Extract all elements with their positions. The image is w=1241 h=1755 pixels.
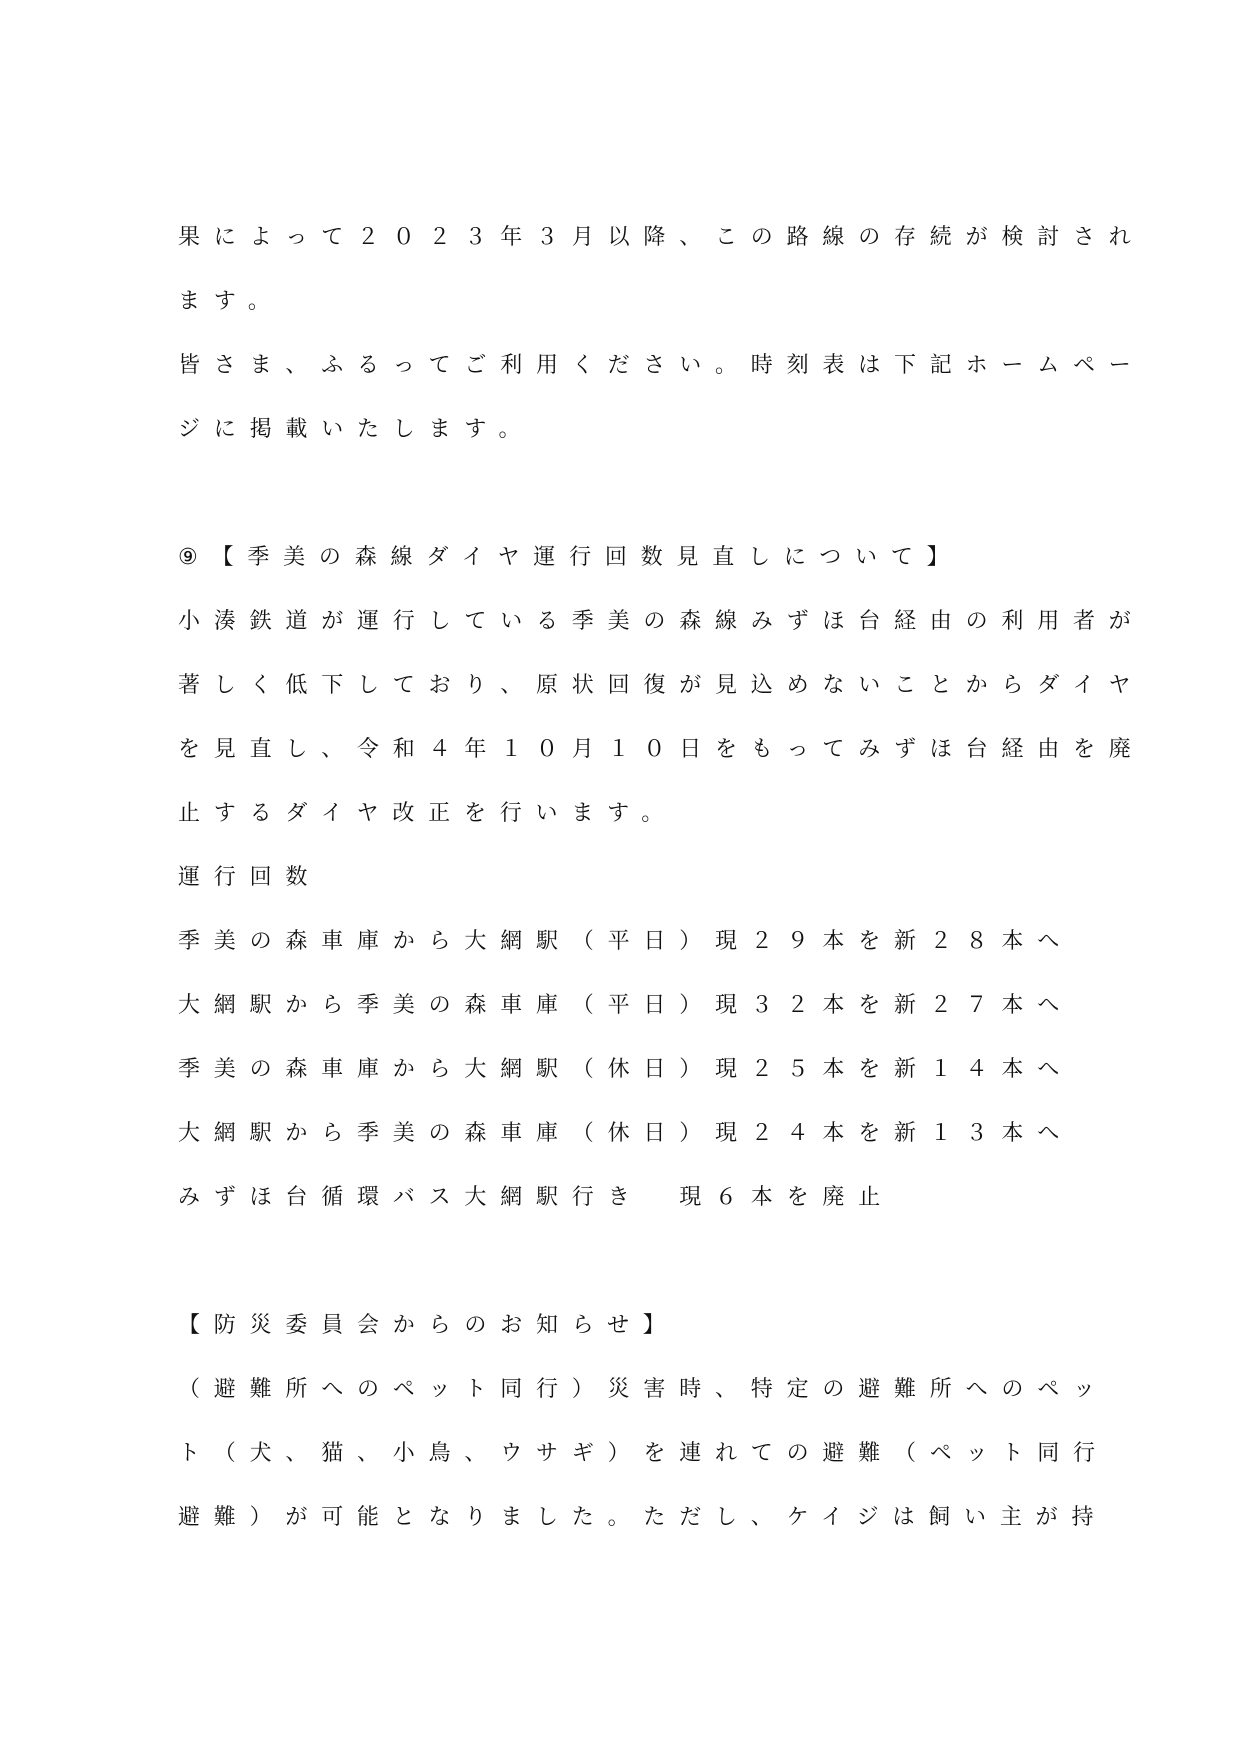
paragraph-line-7: を見直し、令和４年１０月１０日をもってみずほ台経由を廃 <box>178 737 1145 762</box>
paragraph-line-4: ジに掲載いたします。 <box>178 417 535 442</box>
paragraph-line-3: 皆さま、ふるってご利用ください。時刻表は下記ホームペー <box>178 353 1145 378</box>
paragraph-line-2: ます。 <box>178 289 284 314</box>
paragraph-line-8: 止するダイヤ改正を行います。 <box>178 801 678 826</box>
paragraph-line-6: 著しく低下しており、原状回復が見込めないことからダイヤ <box>178 673 1145 698</box>
service-item-4: 大網駅から季美の森車庫（休日）現２４本を新１３本へ <box>178 1121 1074 1146</box>
paragraph-line-11: 避難）が可能となりました。ただし、ケイジは飼い主が持 <box>178 1505 1108 1530</box>
paragraph-line-5: 小湊鉄道が運行している季美の森線みずほ台経由の利用者が <box>178 609 1145 634</box>
paragraph-line-1: 果によって２０２３年３月以降、この路線の存続が検討され <box>178 225 1145 250</box>
service-item-3: 季美の森車庫から大網駅（休日）現２５本を新１４本へ <box>178 1057 1074 1082</box>
paragraph-line-9: （避難所へのペット同行）災害時、特定の避難所へのペッ <box>178 1377 1109 1402</box>
service-item-1: 季美の森車庫から大網駅（平日）現２９本を新２８本へ <box>178 929 1074 954</box>
section-heading-diagram: ⑨【季美の森線ダイヤ運行回数見直しについて】 <box>178 545 963 570</box>
paragraph-line-10: ト（犬、猫、小鳥、ウサギ）を連れての避難（ペット同行 <box>178 1441 1109 1466</box>
subheading-service-count: 運行回数 <box>178 865 322 890</box>
section-heading-disaster: 【防災委員会からのお知らせ】 <box>178 1313 679 1338</box>
service-item-2: 大網駅から季美の森車庫（平日）現３２本を新２７本へ <box>178 993 1074 1018</box>
service-item-5: みずほ台循環バス大網駅行き 現６本を廃止 <box>178 1185 895 1210</box>
